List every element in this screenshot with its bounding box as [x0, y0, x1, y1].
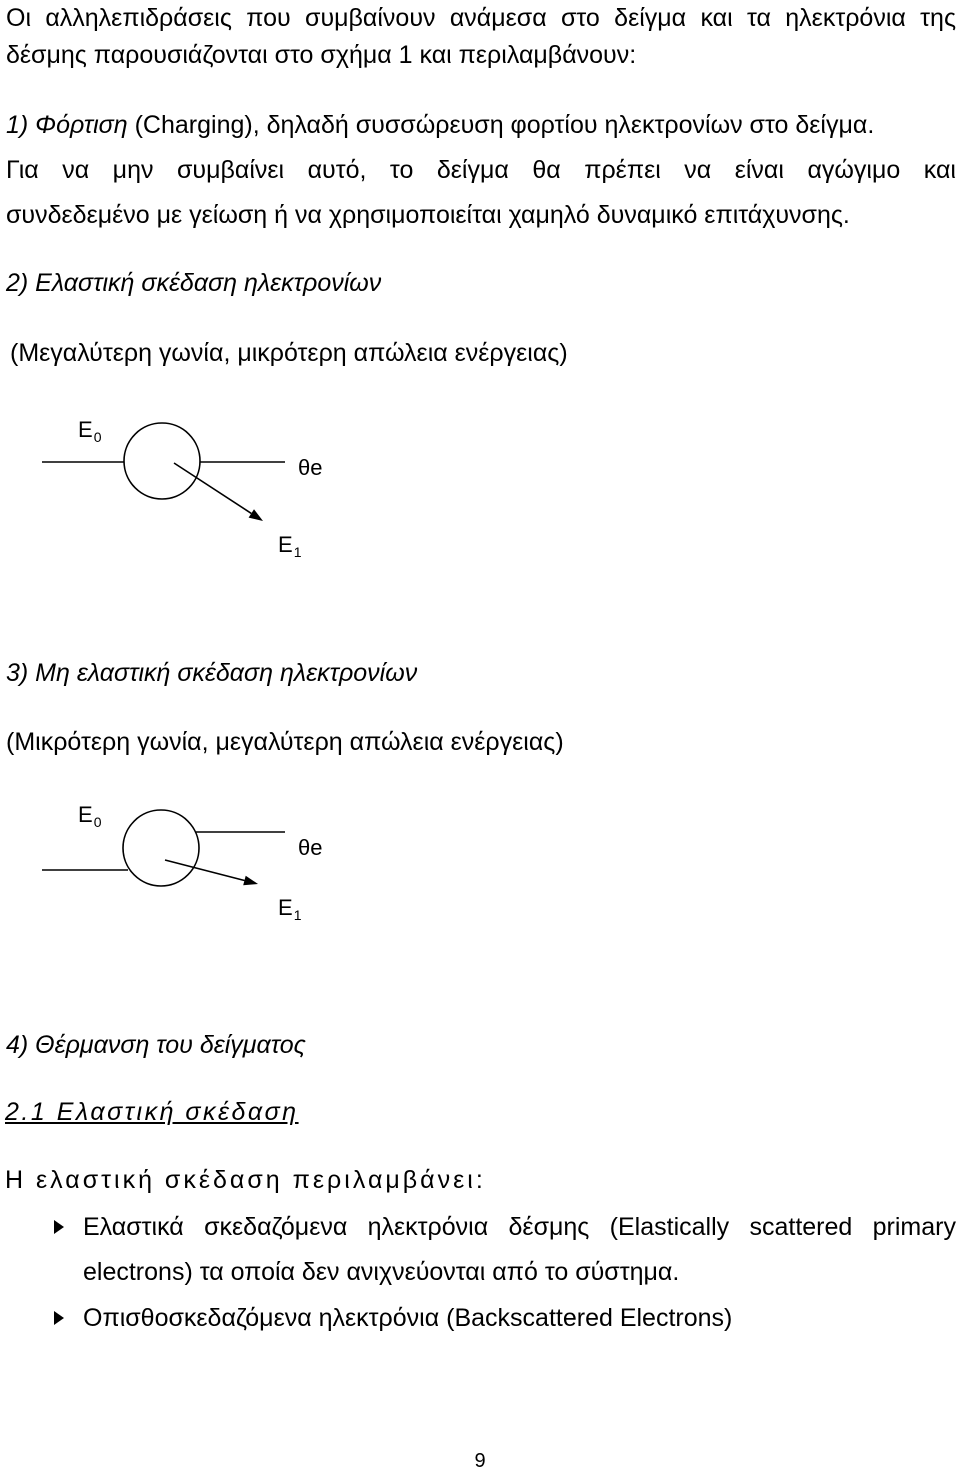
scattered-energy-label: $E_1$: [278, 895, 302, 923]
elastic-scattering-diagram: [0, 400, 340, 540]
section-intro: Η ελαστική σκέδαση περιλαμβάνει:: [5, 1166, 486, 1194]
elastic-note: (Μεγαλύτερη γωνία, μικρότερη απώλεια ενέργειας): [10, 339, 568, 367]
charging-line-1: [6, 110, 874, 140]
inelastic-note: (Μικρότερη γωνία, μεγαλύτερη απώλεια ενέργειας): [6, 728, 564, 756]
page-number: 9: [474, 1450, 486, 1472]
heating-heading: 4) Θέρμανση του δείγματος: [6, 1031, 306, 1059]
scattering-angle-label: θe: [298, 835, 323, 860]
elastic-heading: 2) Ελαστική σκέδαση ηλεκτρονίων: [6, 269, 382, 297]
scattered-energy-label: $E_1$: [278, 532, 302, 560]
bullet-triangle-icon: [54, 1311, 64, 1325]
bullet-2-line-1: Οπισθοσκεδαζόμενα ηλεκτρόνια (Backscattered Electrons): [83, 1304, 733, 1332]
charging-label: 1) Φόρτιση: [6, 111, 128, 139]
incident-energy-label: $E_0$: [78, 802, 102, 830]
inelastic-scattering-diagram: [0, 790, 340, 900]
bullet-1-line-1: Ελαστικά σκεδαζόμενα ηλεκτρόνια δέσμης (Elastically scattered primary: [83, 1213, 956, 1241]
inelastic-heading: 3) Μη ελαστική σκέδαση ηλεκτρονίων: [6, 659, 418, 687]
scattering-angle-label: θe: [298, 455, 323, 480]
incident-energy-label: $E_0$: [78, 417, 102, 445]
scattered-electron-arrow: [165, 860, 245, 881]
section-title: 2.1 Ελαστική σκέδαση: [5, 1098, 299, 1126]
bullet-1-line-2: electrons) τα οποία δεν ανιχνεύονται από το σύστημα.: [83, 1258, 680, 1286]
intro-line-1: Οι αλληλεπιδράσεις που συμβαίνουν ανάμεσα στο δείγμα και τα ηλεκτρόνια της: [6, 4, 956, 32]
intro-line-2: δέσμης παρουσιάζονται στο σχήμα 1 και περιλαμβάνουν:: [6, 41, 637, 69]
charging-text: (Charging), δηλαδή συσσώρευση φορτίου ηλεκτρονίων στο δείγμα.: [134, 111, 875, 139]
sample-circle: [124, 423, 200, 499]
bullet-triangle-icon: [54, 1220, 64, 1234]
sample-circle: [123, 810, 199, 886]
arrowhead: [249, 509, 263, 521]
charging-line-2: Για να μην συμβαίνει αυτό, το δείγμα θα πρέπει να είναι αγώγιμο και: [6, 156, 956, 184]
arrowhead: [243, 876, 258, 886]
scattered-electron-arrow: [174, 463, 251, 513]
charging-line-3: συνδεδεμένο με γείωση ή να χρησιμοποιείται χαμηλό δυναμικό επιτάχυνσης.: [6, 201, 850, 229]
